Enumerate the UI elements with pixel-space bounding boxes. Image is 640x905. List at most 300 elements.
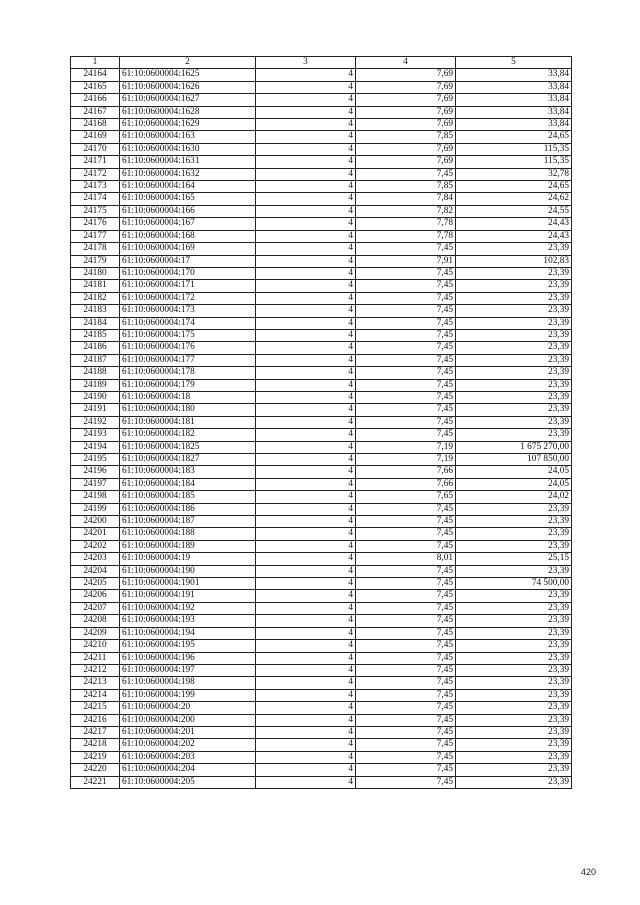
cadastral-number-cell: 61:10:0600004:194 (120, 627, 256, 639)
table-row (71, 181, 572, 193)
value-cell: 23,39 (456, 329, 572, 341)
group-cell: 4 (256, 615, 356, 627)
value-cell: 32,78 (456, 168, 572, 180)
rate-cell: 7,84 (356, 193, 456, 205)
value-cell: 33,84 (456, 119, 572, 131)
row-number-cell: 24189 (71, 379, 120, 391)
cadastral-number-cell: 61:10:0600004:17 (120, 255, 256, 267)
rate-cell: 7,69 (356, 119, 456, 131)
rate-cell: 7,45 (356, 429, 456, 441)
rate-cell: 7,45 (356, 640, 456, 652)
rate-cell: 7,78 (356, 230, 456, 242)
group-cell: 4 (256, 751, 356, 763)
cadastral-number-cell: 61:10:0600004:192 (120, 602, 256, 614)
group-cell: 4 (256, 516, 356, 528)
value-cell: 1 675 270,00 (456, 441, 572, 453)
group-cell: 4 (256, 267, 356, 279)
table-row (71, 329, 572, 341)
group-cell: 4 (256, 230, 356, 242)
row-number-cell: 24178 (71, 243, 120, 255)
rate-cell: 7,69 (356, 81, 456, 93)
header-row (71, 57, 572, 69)
value-cell: 23,39 (456, 367, 572, 379)
cadastral-number-cell: 61:10:0600004:203 (120, 751, 256, 763)
row-number-cell: 24207 (71, 602, 120, 614)
rate-cell: 7,45 (356, 689, 456, 701)
row-number-cell: 24221 (71, 776, 120, 788)
value-cell: 23,39 (456, 764, 572, 776)
group-cell: 4 (256, 689, 356, 701)
rate-cell: 7,91 (356, 255, 456, 267)
cadastral-number-cell: 61:10:0600004:189 (120, 540, 256, 552)
cadastral-number-cell: 61:10:0600004:195 (120, 640, 256, 652)
group-cell: 4 (256, 652, 356, 664)
table-row (71, 143, 572, 155)
row-number-cell: 24190 (71, 391, 120, 403)
value-cell: 23,39 (456, 664, 572, 676)
value-cell: 24,05 (456, 478, 572, 490)
group-cell: 4 (256, 218, 356, 230)
row-number-cell: 24210 (71, 640, 120, 652)
cadastral-number-cell: 61:10:0600004:168 (120, 230, 256, 242)
rate-cell: 7,45 (356, 267, 456, 279)
table-header (71, 57, 572, 69)
value-cell: 23,39 (456, 516, 572, 528)
row-number-cell: 24172 (71, 168, 120, 180)
group-cell: 4 (256, 677, 356, 689)
column-header-5: 5 (456, 57, 572, 69)
rate-cell: 7,45 (356, 615, 456, 627)
table-row (71, 168, 572, 180)
group-cell: 4 (256, 69, 356, 81)
rate-cell: 7,69 (356, 156, 456, 168)
group-cell: 4 (256, 578, 356, 590)
table-row (71, 652, 572, 664)
value-cell: 115,35 (456, 143, 572, 155)
row-number-cell: 24181 (71, 280, 120, 292)
cadastral-number-cell: 61:10:0600004:198 (120, 677, 256, 689)
row-number-cell: 24195 (71, 454, 120, 466)
value-cell: 23,39 (456, 528, 572, 540)
table-row (71, 404, 572, 416)
row-number-cell: 24219 (71, 751, 120, 763)
table-row (71, 156, 572, 168)
row-number-cell: 24171 (71, 156, 120, 168)
table-row (71, 218, 572, 230)
group-cell: 4 (256, 156, 356, 168)
rate-cell: 7,45 (356, 664, 456, 676)
value-cell: 24,43 (456, 230, 572, 242)
table-row (71, 454, 572, 466)
value-cell: 23,39 (456, 243, 572, 255)
row-number-cell: 24176 (71, 218, 120, 230)
value-cell: 23,39 (456, 615, 572, 627)
value-cell: 23,39 (456, 627, 572, 639)
rate-cell: 7,45 (356, 404, 456, 416)
cadastral-number-cell: 61:10:0600004:187 (120, 516, 256, 528)
cadastral-number-cell: 61:10:0600004:179 (120, 379, 256, 391)
table-row (71, 106, 572, 118)
group-cell: 4 (256, 280, 356, 292)
row-number-cell: 24188 (71, 367, 120, 379)
row-number-cell: 24199 (71, 503, 120, 515)
table-row (71, 466, 572, 478)
group-cell: 4 (256, 354, 356, 366)
cadastral-number-cell: 61:10:0600004:18 (120, 391, 256, 403)
value-cell: 23,39 (456, 739, 572, 751)
table-row (71, 776, 572, 788)
row-number-cell: 24168 (71, 119, 120, 131)
table-row (71, 702, 572, 714)
cadastral-number-cell: 61:10:0600004:183 (120, 466, 256, 478)
rate-cell: 7,45 (356, 317, 456, 329)
group-cell: 4 (256, 205, 356, 217)
cadastral-number-cell: 61:10:0600004:202 (120, 739, 256, 751)
value-cell: 33,84 (456, 106, 572, 118)
table-row (71, 602, 572, 614)
group-cell: 4 (256, 119, 356, 131)
table-row (71, 193, 572, 205)
row-number-cell: 24209 (71, 627, 120, 639)
value-cell: 23,39 (456, 317, 572, 329)
table-row (71, 354, 572, 366)
table-row (71, 81, 572, 93)
value-cell: 102,83 (456, 255, 572, 267)
row-number-cell: 24174 (71, 193, 120, 205)
rate-cell: 7,45 (356, 367, 456, 379)
table-row (71, 714, 572, 726)
group-cell: 4 (256, 702, 356, 714)
table-row (71, 553, 572, 565)
table-row (71, 441, 572, 453)
group-cell: 4 (256, 478, 356, 490)
table-row (71, 429, 572, 441)
rate-cell: 7,45 (356, 578, 456, 590)
row-number-cell: 24167 (71, 106, 120, 118)
column-header-3: 3 (256, 57, 356, 69)
cadastral-number-cell: 61:10:0600004:167 (120, 218, 256, 230)
cadastral-number-cell: 61:10:0600004:181 (120, 416, 256, 428)
table-row (71, 230, 572, 242)
rate-cell: 7,19 (356, 441, 456, 453)
cadastral-number-cell: 61:10:0600004:201 (120, 726, 256, 738)
cadastral-number-cell: 61:10:0600004:1629 (120, 119, 256, 131)
group-cell: 4 (256, 764, 356, 776)
value-cell: 23,39 (456, 305, 572, 317)
group-cell: 4 (256, 342, 356, 354)
rate-cell: 7,69 (356, 106, 456, 118)
row-number-cell: 24185 (71, 329, 120, 341)
row-number-cell: 24202 (71, 540, 120, 552)
row-number-cell: 24194 (71, 441, 120, 453)
group-cell: 4 (256, 329, 356, 341)
cadastral-number-cell: 61:10:0600004:197 (120, 664, 256, 676)
value-cell: 24,65 (456, 181, 572, 193)
value-cell: 24,05 (456, 466, 572, 478)
cadastral-number-cell: 61:10:0600004:199 (120, 689, 256, 701)
row-number-cell: 24186 (71, 342, 120, 354)
row-number-cell: 24191 (71, 404, 120, 416)
rate-cell: 7,45 (356, 739, 456, 751)
value-cell: 23,39 (456, 416, 572, 428)
cadastral-number-cell: 61:10:0600004:166 (120, 205, 256, 217)
value-cell: 74 500,00 (456, 578, 572, 590)
group-cell: 4 (256, 391, 356, 403)
cadastral-number-cell: 61:10:0600004:174 (120, 317, 256, 329)
cadastral-number-cell: 61:10:0600004:1632 (120, 168, 256, 180)
rate-cell: 7,45 (356, 329, 456, 341)
rate-cell: 7,45 (356, 379, 456, 391)
column-header-1: 1 (71, 57, 120, 69)
value-cell: 23,39 (456, 379, 572, 391)
row-number-cell: 24184 (71, 317, 120, 329)
rate-cell: 7,45 (356, 590, 456, 602)
rate-cell: 7,45 (356, 627, 456, 639)
table-row (71, 416, 572, 428)
table-row (71, 739, 572, 751)
cadastral-number-cell: 61:10:0600004:1901 (120, 578, 256, 590)
value-cell: 23,39 (456, 267, 572, 279)
value-cell: 23,39 (456, 652, 572, 664)
cadastral-number-cell: 61:10:0600004:1631 (120, 156, 256, 168)
cadastral-number-cell: 61:10:0600004:170 (120, 267, 256, 279)
value-cell: 23,39 (456, 429, 572, 441)
cadastral-number-cell: 61:10:0600004:182 (120, 429, 256, 441)
cadastral-number-cell: 61:10:0600004:178 (120, 367, 256, 379)
group-cell: 4 (256, 131, 356, 143)
value-cell: 33,84 (456, 69, 572, 81)
group-cell: 4 (256, 503, 356, 515)
cadastral-number-cell: 61:10:0600004:177 (120, 354, 256, 366)
column-header-2: 2 (120, 57, 256, 69)
row-number-cell: 24215 (71, 702, 120, 714)
group-cell: 4 (256, 739, 356, 751)
rate-cell: 7,45 (356, 714, 456, 726)
value-cell: 23,39 (456, 776, 572, 788)
group-cell: 4 (256, 193, 356, 205)
rate-cell: 7,69 (356, 69, 456, 81)
value-cell: 23,39 (456, 391, 572, 403)
rate-cell: 7,45 (356, 726, 456, 738)
table-row (71, 391, 572, 403)
value-cell: 23,39 (456, 590, 572, 602)
cadastral-number-cell: 61:10:0600004:185 (120, 491, 256, 503)
cadastral-number-cell: 61:10:0600004:1825 (120, 441, 256, 453)
table-row (71, 292, 572, 304)
table-body (71, 69, 572, 789)
table-row (71, 751, 572, 763)
cadastral-number-cell: 61:10:0600004:171 (120, 280, 256, 292)
group-cell: 4 (256, 317, 356, 329)
cadastral-number-cell: 61:10:0600004:19 (120, 553, 256, 565)
group-cell: 4 (256, 714, 356, 726)
value-cell: 24,43 (456, 218, 572, 230)
rate-cell: 7,78 (356, 218, 456, 230)
cadastral-number-cell: 61:10:0600004:193 (120, 615, 256, 627)
row-number-cell: 24208 (71, 615, 120, 627)
value-cell: 23,39 (456, 280, 572, 292)
rate-cell: 7,45 (356, 503, 456, 515)
group-cell: 4 (256, 565, 356, 577)
rate-cell: 7,19 (356, 454, 456, 466)
table-row (71, 565, 572, 577)
group-cell: 4 (256, 305, 356, 317)
row-number-cell: 24212 (71, 664, 120, 676)
group-cell: 4 (256, 454, 356, 466)
group-cell: 4 (256, 540, 356, 552)
group-cell: 4 (256, 726, 356, 738)
cadastral-number-cell: 61:10:0600004:1827 (120, 454, 256, 466)
cadastral-number-cell: 61:10:0600004:205 (120, 776, 256, 788)
row-number-cell: 24214 (71, 689, 120, 701)
table-row (71, 503, 572, 515)
rate-cell: 7,45 (356, 751, 456, 763)
rate-cell: 7,66 (356, 478, 456, 490)
table-row (71, 305, 572, 317)
table-row (71, 677, 572, 689)
row-number-cell: 24165 (71, 81, 120, 93)
table-row (71, 627, 572, 639)
table-row (71, 590, 572, 602)
value-cell: 24,02 (456, 491, 572, 503)
value-cell: 24,55 (456, 205, 572, 217)
row-number-cell: 24198 (71, 491, 120, 503)
row-number-cell: 24204 (71, 565, 120, 577)
row-number-cell: 24170 (71, 143, 120, 155)
value-cell: 33,84 (456, 94, 572, 106)
row-number-cell: 24197 (71, 478, 120, 490)
table-row (71, 119, 572, 131)
row-number-cell: 24164 (71, 69, 120, 81)
rate-cell: 7,45 (356, 305, 456, 317)
group-cell: 4 (256, 640, 356, 652)
cadastral-number-cell: 61:10:0600004:204 (120, 764, 256, 776)
rate-cell: 7,65 (356, 491, 456, 503)
value-cell: 23,39 (456, 714, 572, 726)
value-cell: 23,39 (456, 292, 572, 304)
group-cell: 4 (256, 367, 356, 379)
cadastral-number-cell: 61:10:0600004:200 (120, 714, 256, 726)
cadastral-number-cell: 61:10:0600004:184 (120, 478, 256, 490)
value-cell: 23,39 (456, 503, 572, 515)
row-number-cell: 24201 (71, 528, 120, 540)
rate-cell: 7,45 (356, 764, 456, 776)
table-row (71, 491, 572, 503)
value-cell: 23,39 (456, 640, 572, 652)
rate-cell: 7,85 (356, 181, 456, 193)
cadastral-number-cell: 61:10:0600004:176 (120, 342, 256, 354)
cadastral-number-cell: 61:10:0600004:1626 (120, 81, 256, 93)
rate-cell: 7,85 (356, 131, 456, 143)
group-cell: 4 (256, 143, 356, 155)
cadastral-number-cell: 61:10:0600004:173 (120, 305, 256, 317)
rate-cell: 7,45 (356, 702, 456, 714)
table-row (71, 267, 572, 279)
value-cell: 115,35 (456, 156, 572, 168)
cadastral-number-cell: 61:10:0600004:191 (120, 590, 256, 602)
table-row (71, 540, 572, 552)
group-cell: 4 (256, 106, 356, 118)
cadastral-number-cell: 61:10:0600004:175 (120, 329, 256, 341)
group-cell: 4 (256, 168, 356, 180)
table-row (71, 367, 572, 379)
row-number-cell: 24180 (71, 267, 120, 279)
column-header-4: 4 (356, 57, 456, 69)
cadastral-number-cell: 61:10:0600004:1627 (120, 94, 256, 106)
row-number-cell: 24179 (71, 255, 120, 267)
table-row (71, 764, 572, 776)
group-cell: 4 (256, 553, 356, 565)
row-number-cell: 24192 (71, 416, 120, 428)
group-cell: 4 (256, 379, 356, 391)
row-number-cell: 24196 (71, 466, 120, 478)
row-number-cell: 24206 (71, 590, 120, 602)
value-cell: 23,39 (456, 565, 572, 577)
row-number-cell: 24218 (71, 739, 120, 751)
row-number-cell: 24220 (71, 764, 120, 776)
table-row (71, 205, 572, 217)
group-cell: 4 (256, 181, 356, 193)
rate-cell: 7,45 (356, 168, 456, 180)
cadastral-number-cell: 61:10:0600004:186 (120, 503, 256, 515)
group-cell: 4 (256, 292, 356, 304)
row-number-cell: 24213 (71, 677, 120, 689)
rate-cell: 7,45 (356, 516, 456, 528)
rate-cell: 7,45 (356, 677, 456, 689)
row-number-cell: 24182 (71, 292, 120, 304)
value-cell: 23,39 (456, 726, 572, 738)
row-number-cell: 24175 (71, 205, 120, 217)
table-row (71, 615, 572, 627)
rate-cell: 7,45 (356, 342, 456, 354)
rate-cell: 7,66 (356, 466, 456, 478)
cadastral-number-cell: 61:10:0600004:169 (120, 243, 256, 255)
cadastral-number-cell: 61:10:0600004:164 (120, 181, 256, 193)
group-cell: 4 (256, 590, 356, 602)
row-number-cell: 24193 (71, 429, 120, 441)
cadastral-number-cell: 61:10:0600004:165 (120, 193, 256, 205)
cadastral-number-cell: 61:10:0600004:180 (120, 404, 256, 416)
value-cell: 33,84 (456, 81, 572, 93)
row-number-cell: 24216 (71, 714, 120, 726)
row-number-cell: 24217 (71, 726, 120, 738)
group-cell: 4 (256, 243, 356, 255)
rate-cell: 7,82 (356, 205, 456, 217)
row-number-cell: 24205 (71, 578, 120, 590)
group-cell: 4 (256, 404, 356, 416)
row-number-cell: 24203 (71, 553, 120, 565)
row-number-cell: 24177 (71, 230, 120, 242)
value-cell: 25,15 (456, 553, 572, 565)
rate-cell: 7,45 (356, 416, 456, 428)
value-cell: 23,39 (456, 689, 572, 701)
rate-cell: 7,45 (356, 528, 456, 540)
table-row (71, 69, 572, 81)
table-row (71, 640, 572, 652)
row-number-cell: 24166 (71, 94, 120, 106)
row-number-cell: 24169 (71, 131, 120, 143)
rate-cell: 7,45 (356, 602, 456, 614)
row-number-cell: 24187 (71, 354, 120, 366)
cadastral-number-cell: 61:10:0600004:1630 (120, 143, 256, 155)
rate-cell: 7,45 (356, 292, 456, 304)
group-cell: 4 (256, 429, 356, 441)
group-cell: 4 (256, 528, 356, 540)
group-cell: 4 (256, 491, 356, 503)
table-row (71, 379, 572, 391)
rate-cell: 7,69 (356, 94, 456, 106)
table-row (71, 342, 572, 354)
